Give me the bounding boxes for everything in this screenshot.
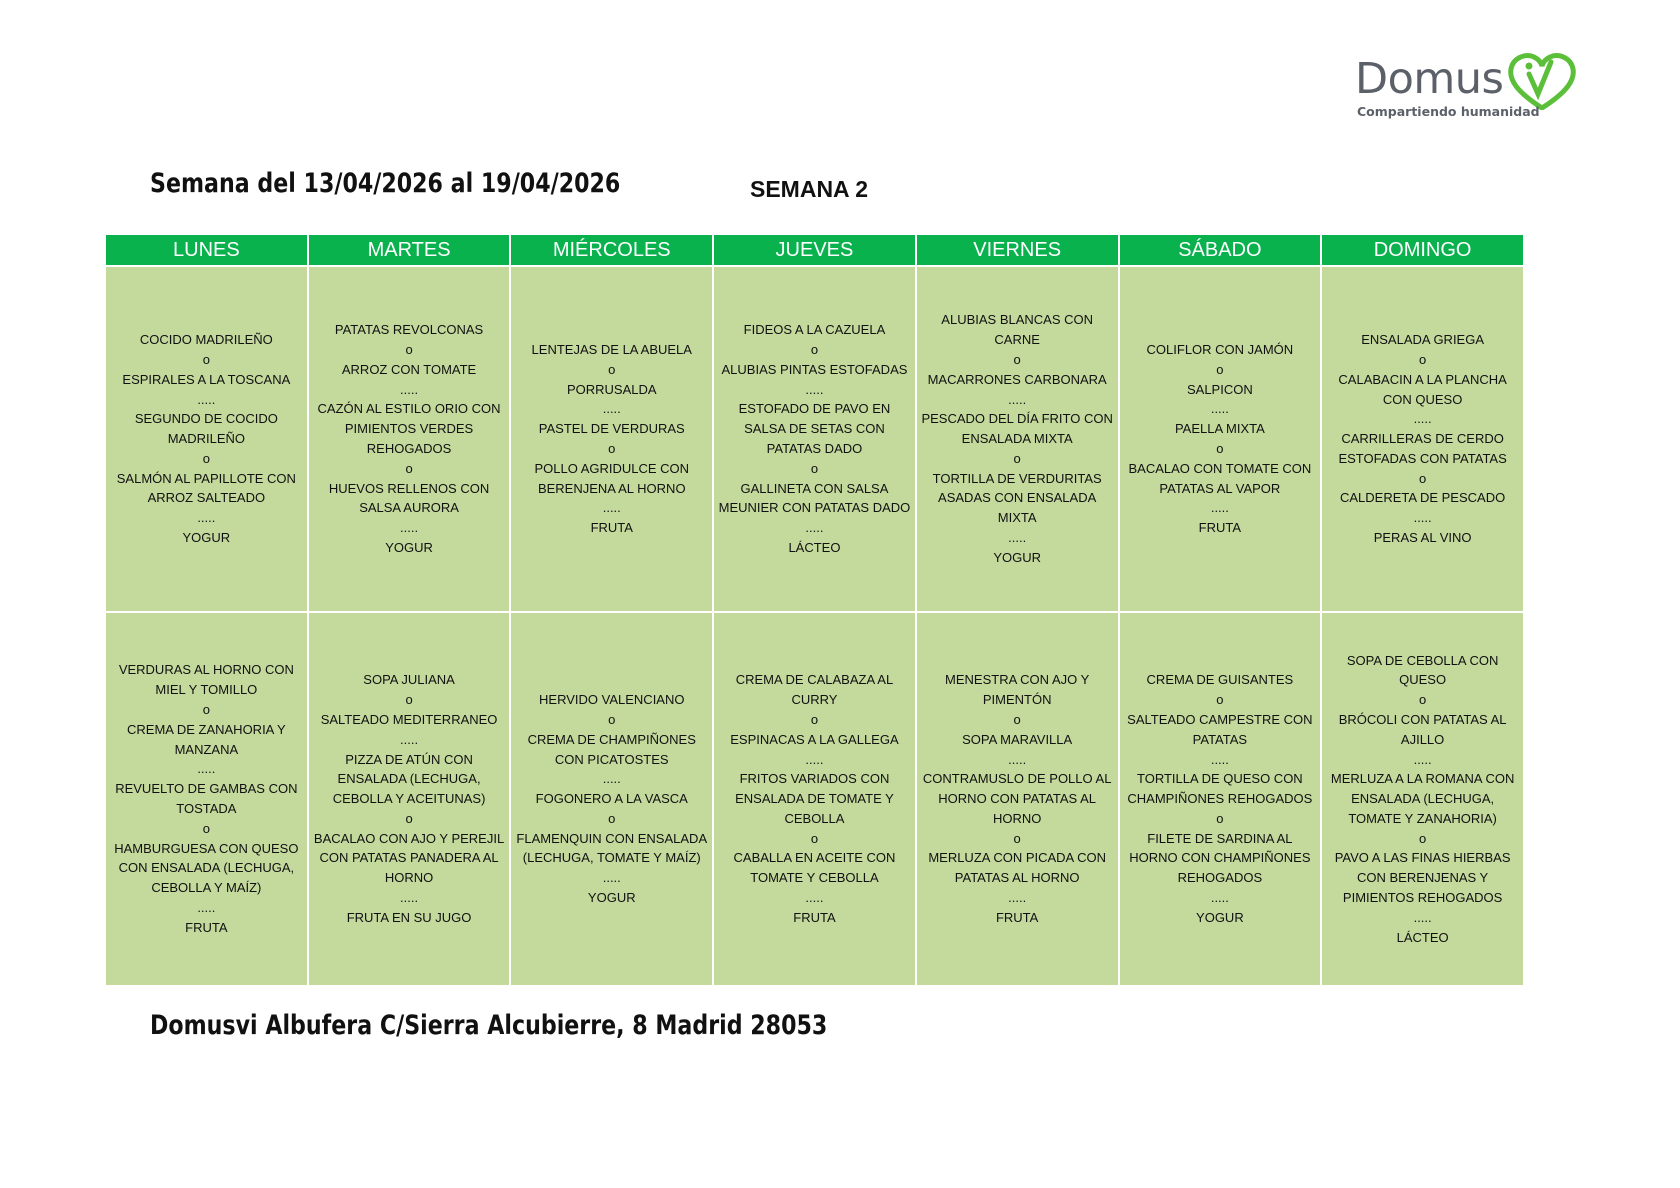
dish-line: PATATAS REVOLCONAS — [334, 322, 484, 338]
dish-line: ALUBIAS PINTAS ESTOFADAS — [721, 361, 908, 377]
dish-line: LENTEJAS DE LA ABUELA — [531, 342, 692, 358]
lunch-cell — [308, 266, 511, 612]
dish-line: ..... — [602, 401, 621, 417]
dish-line: ..... — [805, 520, 824, 536]
dish-line: o — [202, 450, 210, 466]
dish-line: ENSALADA GRIEGA — [1361, 332, 1485, 348]
dish-line: CARRILLERAS DE CERDO ESTOFADAS CON PATATAS — [1338, 431, 1507, 466]
day-header-miercoles: MIÉRCOLES — [510, 234, 713, 266]
dish-line: MERLUZA A LA ROMANA CON ENSALADA (LECHUGA, TOMATE Y ZANAHORIA) — [1330, 771, 1515, 826]
day-header-row — [105, 234, 1524, 266]
dish-line: MACARRONES CARBONARA — [927, 371, 1107, 387]
dish-line: o — [1216, 361, 1224, 377]
lunch-row — [105, 266, 1524, 612]
dish-line: TORTILLA DE QUESO CON CHAMPIÑONES REHOGADOS — [1127, 771, 1313, 807]
dinner-cell — [308, 612, 511, 986]
dish-line: YOGUR — [1196, 909, 1244, 925]
dish-line: FOGONERO A LA VASCA — [535, 791, 688, 807]
dish-line: YOGUR — [993, 549, 1041, 565]
dish-line: ..... — [1008, 751, 1027, 767]
dish-line: BRÓCOLI CON PATATAS AL AJILLO — [1338, 711, 1507, 747]
dish-line: o — [1013, 830, 1021, 846]
dish-line: o — [1418, 692, 1427, 708]
dish-line: o — [405, 460, 413, 476]
dinner-row — [105, 612, 1524, 986]
weekly-menu-table — [104, 233, 1525, 987]
dish-line: o — [810, 830, 819, 846]
dish-line: FRITOS VARIADOS CON ENSALADA DE TOMATE Y CEBOLLA — [735, 771, 894, 826]
dinner-cell — [916, 612, 1119, 986]
dish-line: FRUTA — [995, 909, 1039, 925]
dish-line: ..... — [1413, 411, 1432, 427]
dish-line: CALABACIN A LA PLANCHA CON QUESO — [1338, 371, 1507, 407]
dish-line: ESTOFADO DE PAVO EN SALSA DE SETAS CON PATATAS DADO — [738, 401, 891, 456]
dish-line: ..... — [1413, 510, 1432, 526]
dish-line: o — [405, 342, 413, 358]
dish-line: ..... — [1413, 909, 1432, 925]
dish-line: o — [1013, 711, 1021, 727]
dish-line: o — [202, 820, 210, 836]
dish-line: ..... — [805, 890, 824, 906]
dish-line: ..... — [197, 510, 216, 526]
dish-line: ..... — [197, 391, 216, 407]
dish-line: POLLO AGRIDULCE CON BERENJENA AL HORNO — [534, 460, 690, 496]
dish-line: FRUTA — [1198, 520, 1242, 536]
dish-line: CALDERETA DE PESCADO — [1340, 490, 1506, 506]
dish-line: ..... — [602, 500, 621, 516]
day-header-viernes: VIERNES — [916, 234, 1119, 266]
dish-line: ..... — [602, 771, 621, 787]
dish-line: o — [1013, 351, 1021, 367]
dish-line: BACALAO CON AJO Y PEREJIL CON PATATAS PANADERA AL HORNO — [313, 830, 505, 886]
dish-line: SOPA MARAVILLA — [962, 731, 1073, 747]
dish-line: ..... — [1210, 890, 1229, 906]
dish-line: REVUELTO DE GAMBAS CON TOSTADA — [115, 781, 298, 816]
dish-line: VERDURAS AL HORNO CON MIEL Y TOMILLO — [118, 662, 294, 698]
dish-line: CABALLA EN ACEITE CON TOMATE Y CEBOLLA — [733, 850, 896, 886]
dish-line: FLAMENQUIN CON ENSALADA (LECHUGA, TOMATE Y MAÍZ) — [516, 830, 708, 866]
lunch-cell — [1321, 266, 1524, 612]
dish-line: o — [1418, 470, 1427, 486]
lunch-cell — [105, 266, 308, 612]
lunch-cell — [713, 266, 916, 612]
dish-line: ..... — [1210, 751, 1229, 767]
dish-line: o — [1216, 692, 1224, 708]
dish-line: CREMA DE CHAMPIÑONES CON PICATOSTES — [527, 731, 696, 767]
day-header-jueves: JUEVES — [713, 234, 916, 266]
dish-line: PIZZA DE ATÚN CON ENSALADA (LECHUGA, CEBOLLA Y ACEITUNAS) — [332, 751, 486, 807]
dish-line: FRUTA — [185, 919, 228, 935]
dish-line: o — [810, 460, 819, 476]
dish-line: ..... — [805, 751, 824, 767]
dish-line: o — [608, 810, 616, 826]
dish-line: ESPINACAS A LA GALLEGA — [730, 731, 899, 747]
dish-line: PORRUSALDA — [566, 381, 657, 397]
dish-line: o — [202, 702, 210, 718]
dish-line: o — [1216, 441, 1224, 456]
dish-line: CAZÓN AL ESTILO ORIO CON PIMIENTOS VERDES REHOGADOS — [317, 401, 501, 456]
lunch-cell — [916, 266, 1119, 612]
dish-line: ..... — [1210, 401, 1229, 417]
dish-line: ..... — [400, 520, 419, 536]
dish-line: FILETE DE SARDINA AL HORNO CON CHAMPIÑONES REHOGADOS — [1129, 830, 1311, 886]
dish-line: PASTEL DE VERDURAS — [538, 421, 685, 437]
dish-line: COLIFLOR CON JAMÓN — [1146, 342, 1294, 358]
dish-line: MENESTRA CON AJO Y PIMENTÓN — [945, 672, 1090, 708]
dish-line: CONTRAMUSLO DE POLLO AL HORNO CON PATATAS AL HORNO — [922, 771, 1112, 826]
dish-line: o — [1418, 351, 1427, 367]
dish-line: o — [608, 361, 616, 377]
dish-line: ..... — [197, 899, 216, 915]
dish-line: YOGUR — [385, 539, 433, 555]
footer-address: Domusvi Albufera C/Sierra Alcubierre, 8 Madrid 28053 — [150, 1010, 828, 1041]
dish-line: SALMÓN AL PAPILLOTE CON ARROZ SALTEADO — [116, 470, 296, 506]
dish-line: HUEVOS RELLENOS CON SALSA AURORA — [328, 480, 490, 516]
dish-line: LÁCTEO — [1396, 929, 1449, 945]
dish-line: FRUTA — [590, 520, 633, 536]
dish-line: BACALAO CON TOMATE CON PATATAS AL VAPOR — [1128, 460, 1312, 496]
dish-line: o — [202, 351, 210, 367]
lunch-cell — [510, 266, 713, 612]
dish-line: ..... — [400, 381, 419, 397]
dish-line: ..... — [805, 381, 824, 397]
dish-line: SALPICON — [1186, 381, 1253, 397]
dinner-cell — [713, 612, 916, 986]
dish-line: ..... — [400, 731, 419, 747]
logo-tagline: Compartiendo humanidad — [1357, 104, 1540, 119]
day-header-sabado: SÁBADO — [1119, 234, 1322, 266]
dish-line: FIDEOS A LA CAZUELA — [743, 322, 886, 338]
dish-line: o — [405, 692, 413, 708]
dish-line: SOPA JULIANA — [363, 672, 455, 688]
dish-line: ..... — [1008, 530, 1027, 546]
dish-line: ..... — [1413, 751, 1432, 767]
dinner-cell — [510, 612, 713, 986]
dish-line: FRUTA — [793, 909, 836, 925]
dish-line: o — [405, 810, 413, 826]
dish-line: YOGUR — [587, 890, 636, 906]
dish-line: HAMBURGUESA CON QUESO CON ENSALADA (LECHUGA, CEBOLLA Y MAÍZ) — [114, 840, 299, 896]
dish-line: ..... — [1210, 500, 1229, 516]
dinner-cell — [1119, 612, 1322, 986]
logo-wordmark: Domus — [1355, 54, 1504, 104]
dish-line: PAVO A LAS FINAS HIERBAS CON BERENJENAS Y PIMIENTOS REHOGADOS — [1334, 850, 1511, 906]
domusvi-logo — [1355, 52, 1585, 124]
dish-line: SEGUNDO DE COCIDO MADRILEÑO — [134, 411, 278, 447]
day-header-martes: MARTES — [308, 234, 511, 266]
dish-line: o — [608, 711, 616, 727]
week-label: SEMANA 2 — [750, 176, 868, 202]
dish-line: HERVIDO VALENCIANO — [539, 692, 685, 708]
dish-line: SALTEADO CAMPESTRE CON PATATAS — [1127, 711, 1313, 747]
dish-line: CREMA DE CALABAZA AL CURRY — [735, 672, 894, 708]
lunch-cell — [1119, 266, 1322, 612]
dish-line: o — [1216, 810, 1224, 826]
dish-line: ..... — [197, 761, 216, 777]
dish-line: CREMA DE ZANAHORIA Y MANZANA — [127, 721, 286, 757]
week-title: Semana del 13/04/2026 al 19/04/2026 — [150, 168, 621, 199]
dish-line: o — [810, 342, 819, 358]
dish-line: FRUTA EN SU JUGO — [346, 909, 472, 925]
dish-line: COCIDO MADRILEÑO — [139, 332, 273, 348]
dish-line: ARROZ CON TOMATE — [341, 361, 477, 377]
dish-line: PERAS AL VINO — [1373, 530, 1472, 546]
dish-line: ALUBIAS BLANCAS CON CARNE — [941, 312, 1094, 348]
heart-logo-icon — [1507, 52, 1577, 110]
dish-line: o — [1013, 450, 1021, 466]
dish-line: o — [1418, 830, 1427, 846]
dish-line: PESCADO DEL DÍA FRITO CON ENSALADA MIXTA — [921, 411, 1113, 447]
day-header-lunes: LUNES — [105, 234, 308, 266]
dish-line: ESPIRALES A LA TOSCANA — [122, 371, 291, 387]
dish-line: ..... — [1008, 890, 1027, 906]
dish-line: ..... — [400, 890, 419, 906]
dinner-cell — [1321, 612, 1524, 986]
dish-line: ..... — [1008, 391, 1027, 407]
day-header-domingo: DOMINGO — [1321, 234, 1524, 266]
dish-line: PAELLA MIXTA — [1174, 421, 1265, 437]
dish-line: ..... — [602, 870, 621, 886]
dish-line: SOPA DE CEBOLLA CON QUESO — [1346, 652, 1499, 688]
dish-line: GALLINETA CON SALSA MEUNIER CON PATATAS DADO — [718, 480, 911, 516]
dish-line: o — [608, 441, 616, 456]
dish-line: TORTILLA DE VERDURITAS ASADAS CON ENSALADA MIXTA — [932, 470, 1102, 526]
dish-line: MERLUZA CON PICADA CON PATATAS AL HORNO — [928, 850, 1107, 886]
dish-line: SALTEADO MEDITERRANEO — [320, 711, 498, 727]
dish-line: CREMA DE GUISANTES — [1146, 672, 1294, 688]
dish-line: YOGUR — [182, 530, 231, 546]
dish-line: LÁCTEO — [788, 539, 841, 555]
dinner-cell — [105, 612, 308, 986]
dish-line: o — [810, 711, 819, 727]
